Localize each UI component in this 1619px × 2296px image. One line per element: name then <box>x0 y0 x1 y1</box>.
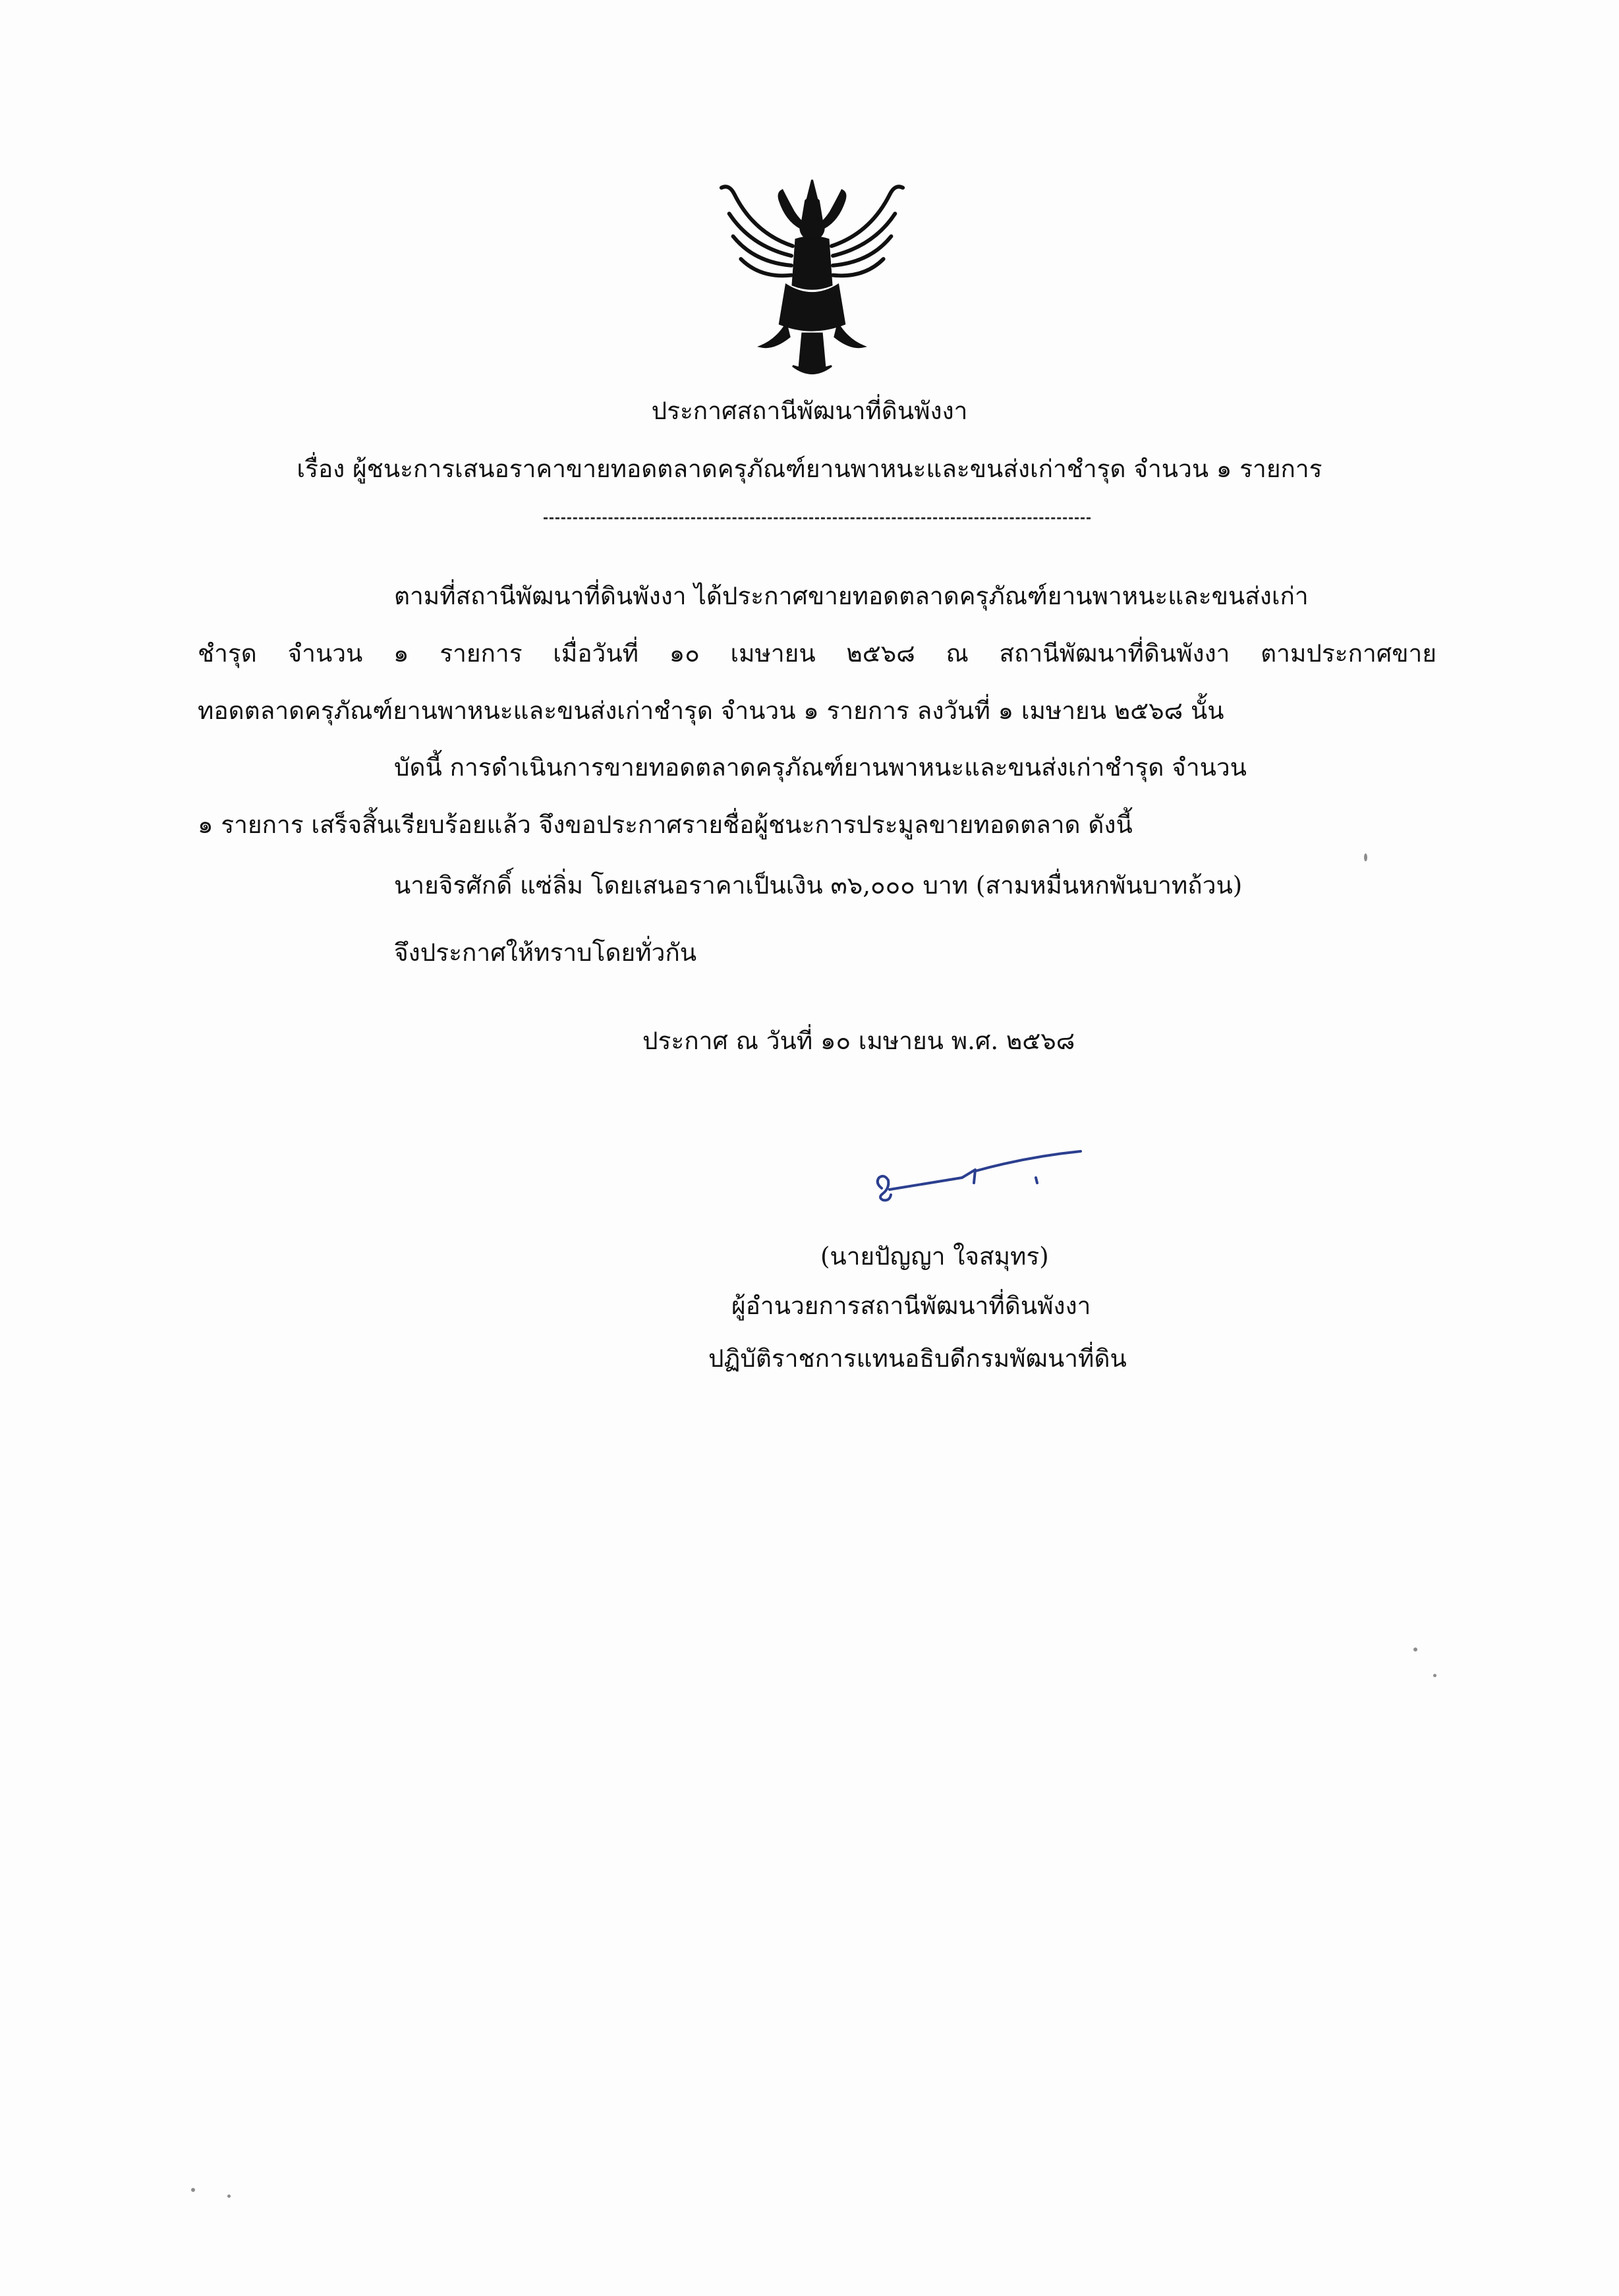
handwritten-signature <box>863 1137 1087 1229</box>
signatory-position: ผู้อำนวยการสถานีพัฒนาที่ดินพังงา <box>731 1292 1091 1320</box>
garuda-emblem-icon <box>715 175 909 382</box>
closing-line: จึงประกาศให้ทราบโดยทั่วกัน <box>394 938 697 967</box>
winner-line: นายจิรศักดิ์ แซ่ลิ่ม โดยเสนอราคาเป็นเงิน ๓๖,๐๐๐ บาท (สามหมื่นหกพันบาทถ้วน) <box>394 871 1243 900</box>
announcement-date: ประกาศ ณ วันที่ ๑๐ เมษายน พ.ศ. ๒๕๖๘ <box>642 1027 1075 1055</box>
scan-speck <box>1364 853 1367 861</box>
title-divider <box>544 517 1091 519</box>
scan-speck <box>1433 1674 1436 1677</box>
signatory-name: (นายปัญญา ใจสมุทร) <box>820 1242 1049 1271</box>
announcement-subject: เรื่อง ผู้ชนะการเสนอราคาขายทอดตลาดครุภัณฑ์ยานพาหนะและขนส่งเก่าชำรุด จำนวน ๑ รายการ <box>297 455 1322 483</box>
para1-line2: ชำรุด จำนวน ๑ รายการ เมื่อวันที่ ๑๐ เมษายน ๒๕๖๘ ณ สถานีพัฒนาที่ดินพังงา ตามประกาศขาย <box>198 639 1436 668</box>
signatory-acting: ปฏิบัติราชการแทนอธิบดีกรมพัฒนาที่ดิน <box>708 1344 1127 1373</box>
para2-line2: ๑ รายการ เสร็จสิ้นเรียบร้อยแล้ว จึงขอประกาศรายชื่อผู้ชนะการประมูลขายทอดตลาด ดังนี้ <box>198 811 1133 839</box>
scan-speck <box>191 2188 195 2192</box>
announcement-title: ประกาศสถานีพัฒนาที่ดินพังงา <box>651 397 968 425</box>
para2-line1: บัดนี้ การดำเนินการขายทอดตลาดครุภัณฑ์ยานพาหนะและขนส่งเก่าชำรุด จำนวน <box>394 753 1247 782</box>
para1-line1: ตามที่สถานีพัฒนาที่ดินพังงา ได้ประกาศขายทอดตลาดครุภัณฑ์ยานพาหนะและขนส่งเก่า <box>394 582 1309 610</box>
para1-line3: ทอดตลาดครุภัณฑ์ยานพาหนะและขนส่งเก่าชำรุด จำนวน ๑ รายการ ลงวันที่ ๑ เมษายน ๒๕๖๘ นั้น <box>198 697 1224 725</box>
scan-speck <box>227 2195 231 2198</box>
scan-speck <box>1413 1648 1417 1651</box>
